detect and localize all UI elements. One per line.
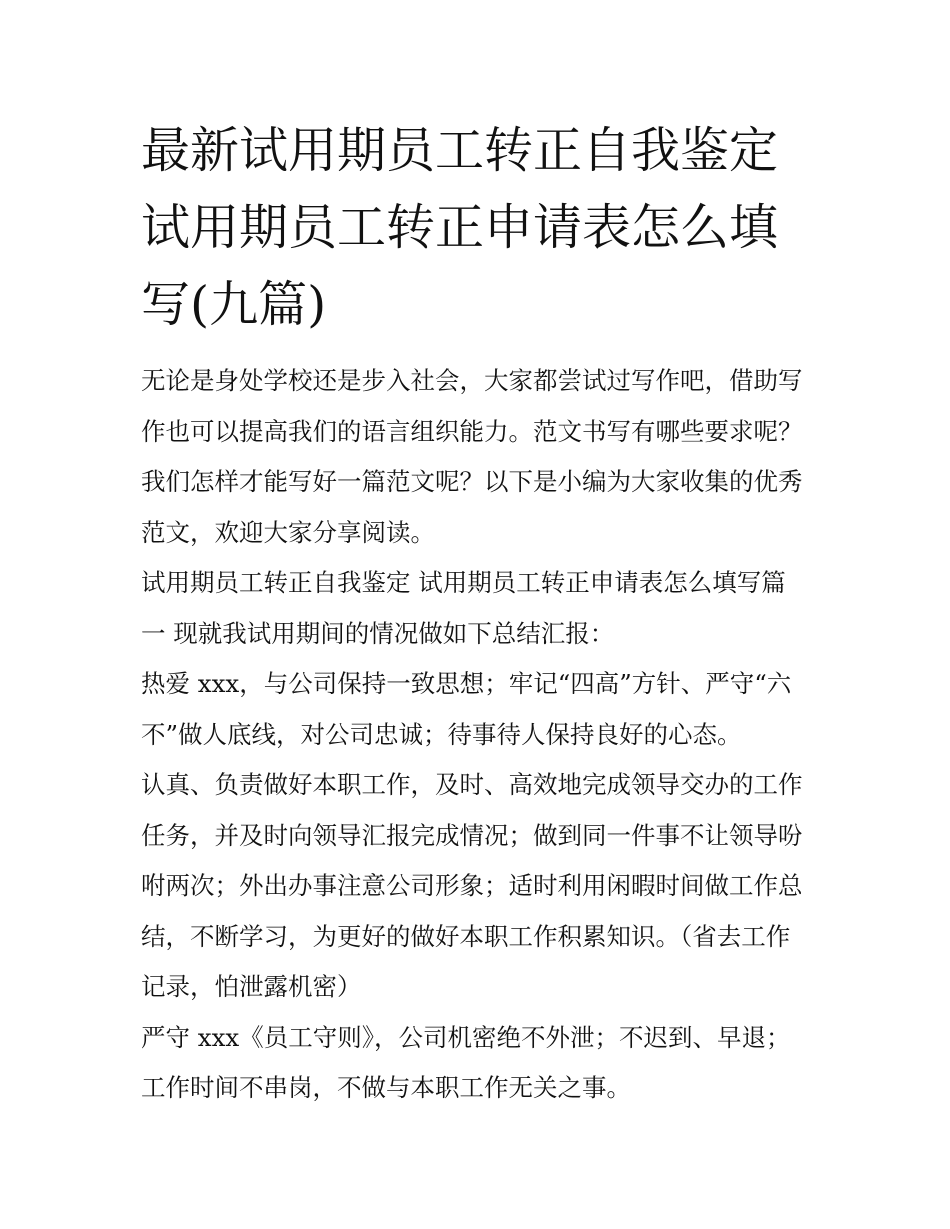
paragraph-line: 严守 xxx《员工守则》，公司机密绝不外泄；不迟到、早退； (141, 1022, 791, 1052)
paragraph-line: 认真、负责做好本职工作，及时、高效地完成领导交办的工作 (141, 770, 803, 799)
paragraph-line: 不”做人底线，对公司忠诚；待事待人保持良好的心态。 (141, 719, 742, 749)
intro-paragraph-line: 范文，欢迎大家分享阅读。 (141, 517, 435, 547)
paragraph-line: 任务，并及时向领导汇报完成情况；做到同一件事不让领导吩 (141, 820, 803, 850)
paragraph-line: 工作时间不串岗，不做与本职工作无关之事。 (141, 1073, 631, 1102)
paragraph-line: 记录，怕泄露机密） (141, 972, 362, 1001)
document-body (141, 356, 821, 1114)
title-line: 写(九篇) (141, 276, 327, 333)
title-line: 最新试用期员工转正自我鉴定 (141, 122, 779, 179)
paragraph-line: 咐两次；外出办事注意公司形象；适时利用闲暇时间做工作总 (141, 871, 803, 900)
intro-paragraph-line: 作也可以提高我们的语言组织能力。范文书写有哪些要求呢？ (141, 416, 803, 446)
paragraph-line: 热爱 xxx，与公司保持一致思想；牢记“四高”方针、严守“六 (141, 669, 792, 698)
paragraph-line: 结，不断学习，为更好的做好本职工作积累知识。（省去工作 (141, 921, 791, 951)
intro-paragraph-line: 我们怎样才能写好一篇范文呢？以下是小编为大家收集的优秀 (141, 467, 803, 496)
section-heading-line: 试用期员工转正自我鉴定 试用期员工转正申请表怎么填写篇 (141, 568, 786, 597)
title-line: 试用期员工转正申请表怎么填 (141, 199, 779, 256)
document-title (141, 112, 821, 343)
section-heading-line: 一 现就我试用期间的情况做如下总结汇报： (141, 618, 615, 648)
intro-paragraph-line: 无论是身处学校还是步入社会，大家都尝试过写作吧，借助写 (141, 366, 803, 395)
